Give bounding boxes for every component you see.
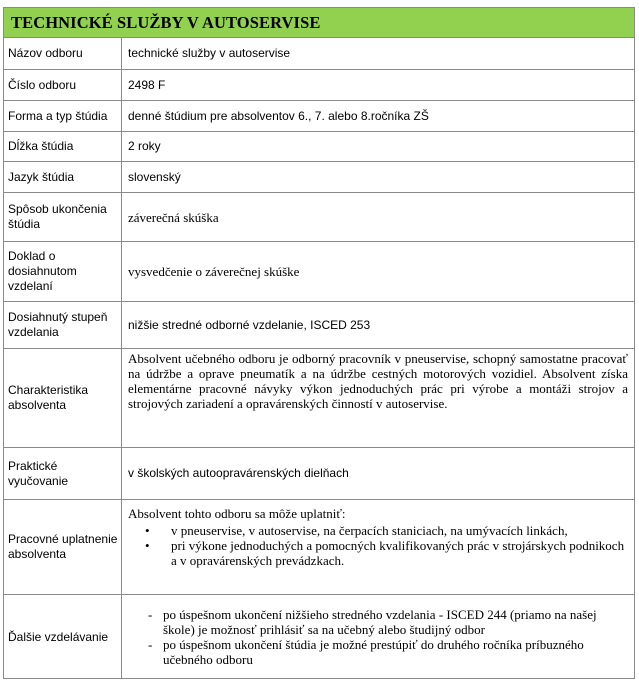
row-label: Dosiahnutý stupeň vzdelania — [4, 302, 122, 348]
row-label: Doklad o dosiahnutom vzdelaní — [4, 242, 122, 301]
row-label: Charakteristika absolventa — [4, 349, 122, 447]
list-item: • v pneuservise, v autoservise, na čerpacích staniciach, na umývacích linkách, — [128, 523, 628, 538]
table-row — [4, 193, 634, 242]
row-label: Ďalšie vzdelávanie — [4, 595, 122, 679]
row-label: Spôsob ukončenia štúdia — [4, 193, 122, 241]
row-label: Jazyk štúdia — [4, 162, 122, 192]
table-row — [4, 38, 634, 70]
row-label: Číslo odboru — [4, 70, 122, 100]
row-value: v školských autoopravárenských dielňach — [128, 466, 349, 480]
table-row — [4, 162, 634, 193]
table-row — [4, 302, 634, 349]
study-program-table — [3, 7, 635, 679]
table-row — [4, 500, 634, 595]
bullet-list — [128, 523, 628, 568]
row-label: Dĺžka štúdia — [4, 132, 122, 161]
list-item: - po úspešnom ukončení nižšieho stredného vzdelania - ISCED 244 (priamo na našej škole) je možnosť prihlásiť sa na učebný alebo študijný odbor — [128, 607, 628, 637]
row-value: technické služby v autoservise — [128, 46, 291, 60]
list-item: - po úspešnom ukončení štúdia je možné prestúpiť do druhého ročníka príbuzného učebného odboru — [128, 637, 628, 667]
row-intro: Absolvent tohto odboru sa môže uplatniť: — [128, 506, 346, 521]
table-row — [4, 242, 634, 302]
table-row — [4, 70, 634, 101]
row-value: Absolvent učebného odboru je odborný pracovník v pneuservise, schopný samostatne pracovať na údržbe a oprave pneumatík a na údržbe cestných motorových vozidiel. Absolvent získa elementárne pracovné návyky výkon jednoduchých prác pri výrobe a montáži strojov a strojových zariadení a opravárenských činností v autoservise. — [128, 351, 628, 411]
row-label: Pracovné uplatnenie absolventa — [4, 500, 122, 594]
row-value: slovenský — [128, 169, 181, 184]
list-item: • pri výkone jednoduchých a pomocných kvalifikovaných prác v strojárskych podnikoch a v opravárenských prevádzkach. — [128, 538, 628, 568]
page-title: TECHNICKÉ SLUŽBY V AUTOSERVISE — [4, 8, 634, 38]
row-label: Forma a typ štúdia — [4, 101, 122, 131]
table-row — [4, 101, 634, 132]
table-row — [4, 132, 634, 162]
row-value: nižšie stredné odborné vzdelanie, ISCED 253 — [128, 317, 371, 332]
row-value: záverečná skúška — [128, 209, 219, 225]
row-value: denné štúdium pre absolventov 6., 7. alebo 8.ročníka ZŠ — [128, 108, 429, 123]
row-label: Názov odboru — [4, 38, 122, 69]
row-label: Praktické vyučovanie — [4, 448, 122, 499]
table-row — [4, 448, 634, 500]
dash-list — [128, 607, 628, 667]
row-value: 2 roky — [128, 139, 161, 153]
row-value: vysvedčenie o záverečnej skúške — [128, 264, 300, 279]
table-row — [4, 595, 634, 679]
row-value: 2498 F — [128, 77, 166, 92]
table-row — [4, 349, 634, 448]
